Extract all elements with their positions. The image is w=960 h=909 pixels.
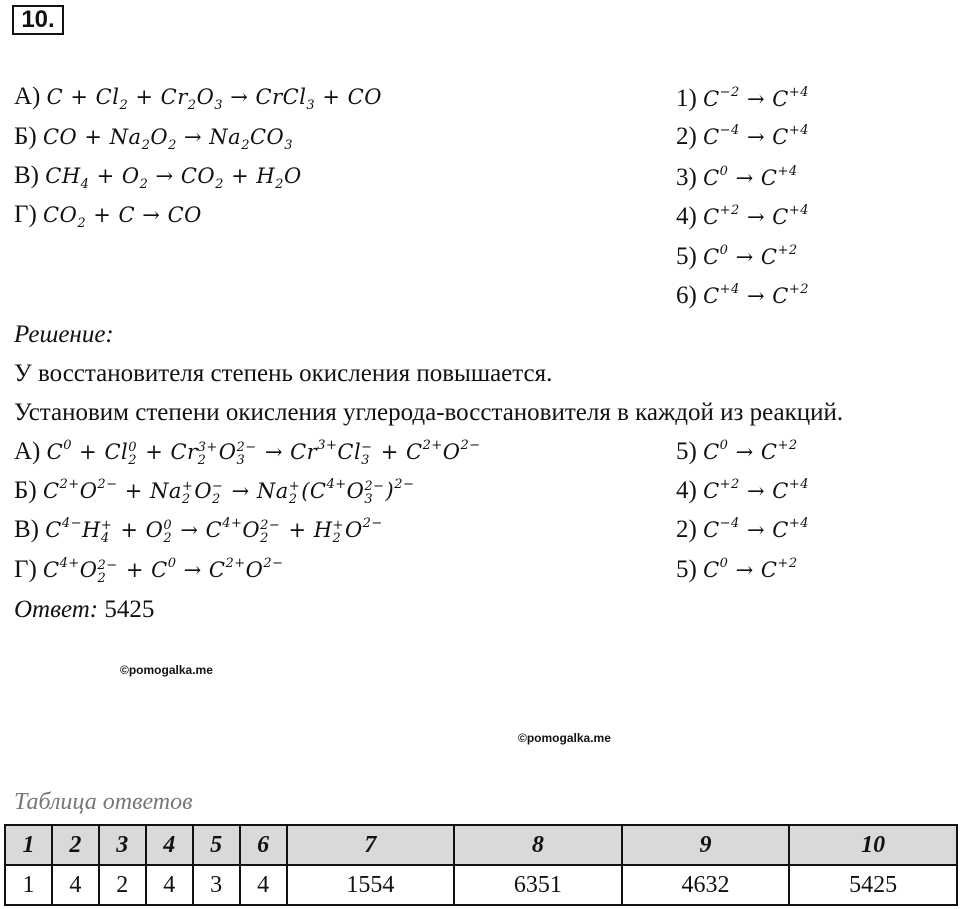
option-4: 4) $C^{+2} \to C^{+4}$ [676,203,810,230]
table-header-cell: 6 [240,825,287,865]
option-6: 6) $C^{+4} \to C^{+2}$ [676,282,810,309]
table-cell: 4632 [622,865,790,905]
table-cell: 5425 [789,865,957,905]
reaction-a: А) $C + Cl_2 + Cr_2O_3$ → CrCl$_3$ + CO [14,83,382,113]
solved-reaction-g: Г) $C^{4+}O$ 2− 2 + $C^0 \to C^{2+}O^{2-}$ [14,556,284,586]
table-cell: 3 [193,865,240,905]
reaction-v: В) $CH_4 + O_2 \to CO_2 + H_2O$ [14,162,302,192]
solved-reaction-a: А) $C^0 + Cl$ 0 2 + Cr 3+ 2 O 2− 3 → $Cr^{3+}Cl$ − 3 + $C^{2+}O^{2-}$ [14,438,481,468]
table-header-cell: 1 [5,825,52,865]
table-header-cell: 5 [193,825,240,865]
reaction-g: Г) $CO_2 + C$ → CO [14,201,202,231]
option-5: 5) $C^0 \to C^{+2}$ [676,243,798,270]
solved-answer-a: 5) $C^0 \to C^{+2}$ [676,438,798,465]
table-row [5,865,957,905]
watermark: ©pomogalka.me [120,663,213,677]
answer-value: 5425 [104,596,155,623]
table-header-cell: 9 [622,825,790,865]
table-header-cell: 2 [52,825,99,865]
table-cell: 4 [240,865,287,905]
table-cell: 4 [52,865,99,905]
table-header-cell: 7 [287,825,455,865]
table-header-row [5,825,957,865]
table-header-cell: 4 [146,825,193,865]
solved-answer-g: 5) $C^0 \to C^{+2}$ [676,556,798,583]
reaction-v-equation: $CH_4 + O_2 \to CO_2 + H_2O$ [45,164,302,192]
table-cell: 6351 [454,865,622,905]
option-1: 1) $C^{-2} \to C^{+4}$ [676,85,810,112]
option-3: 3) $C^0 \to C^{+4}$ [676,164,798,191]
solved-reaction-v: В) $C^{4-}H$ + 4 + O 0 2 → $C^{4+}O$ 2− 2 + H + 2 $O^{2-}$ [14,516,383,546]
solution-line-1: У восстановителя степень окисления повышается. [14,360,553,387]
solution-line-2: Установим степени окисления углерода-восстановителя в каждой из реакций. [14,399,844,426]
answer [14,595,154,625]
answers-table [4,824,958,906]
solved-reaction-b: Б) $C^{2+}O^{2-} + Na$ + 2 O − 2 → Na + 2 ($C^{4+}O$ 2− 3 )$^{2-}$ [14,477,415,507]
reaction-b-equation: CO + $Na_2O_2 \to Na_2CO_3$ [42,125,294,153]
task-number: 10. [12,5,64,35]
reaction-g-equation: $CO_2 + C$ → CO [43,203,202,231]
table-cell: 4 [146,865,193,905]
table-cell: 2 [99,865,146,905]
table-title: Таблица ответов [14,789,193,815]
answer-label: Ответ: [14,596,99,623]
watermark: ©pomogalka.me [518,731,611,745]
reaction-b: Б) CO + $Na_2O_2 \to Na_2CO_3$ [14,123,294,153]
table-cell: 1 [5,865,52,905]
table-header-cell: 10 [789,825,957,865]
solved-answer-v: 2) $C^{-4} \to C^{+4}$ [676,516,810,543]
table-header-cell: 8 [454,825,622,865]
option-2: 2) $C^{-4} \to C^{+4}$ [676,123,810,150]
table-header-cell: 3 [99,825,146,865]
solution-heading: Решение: [14,321,114,348]
table-cell: 1554 [287,865,455,905]
solved-answer-b: 4) $C^{+2} \to C^{+4}$ [676,477,810,504]
reaction-a-equation: $C + Cl_2 + Cr_2O_3$ → CrCl$_3$ + CO [46,85,382,113]
